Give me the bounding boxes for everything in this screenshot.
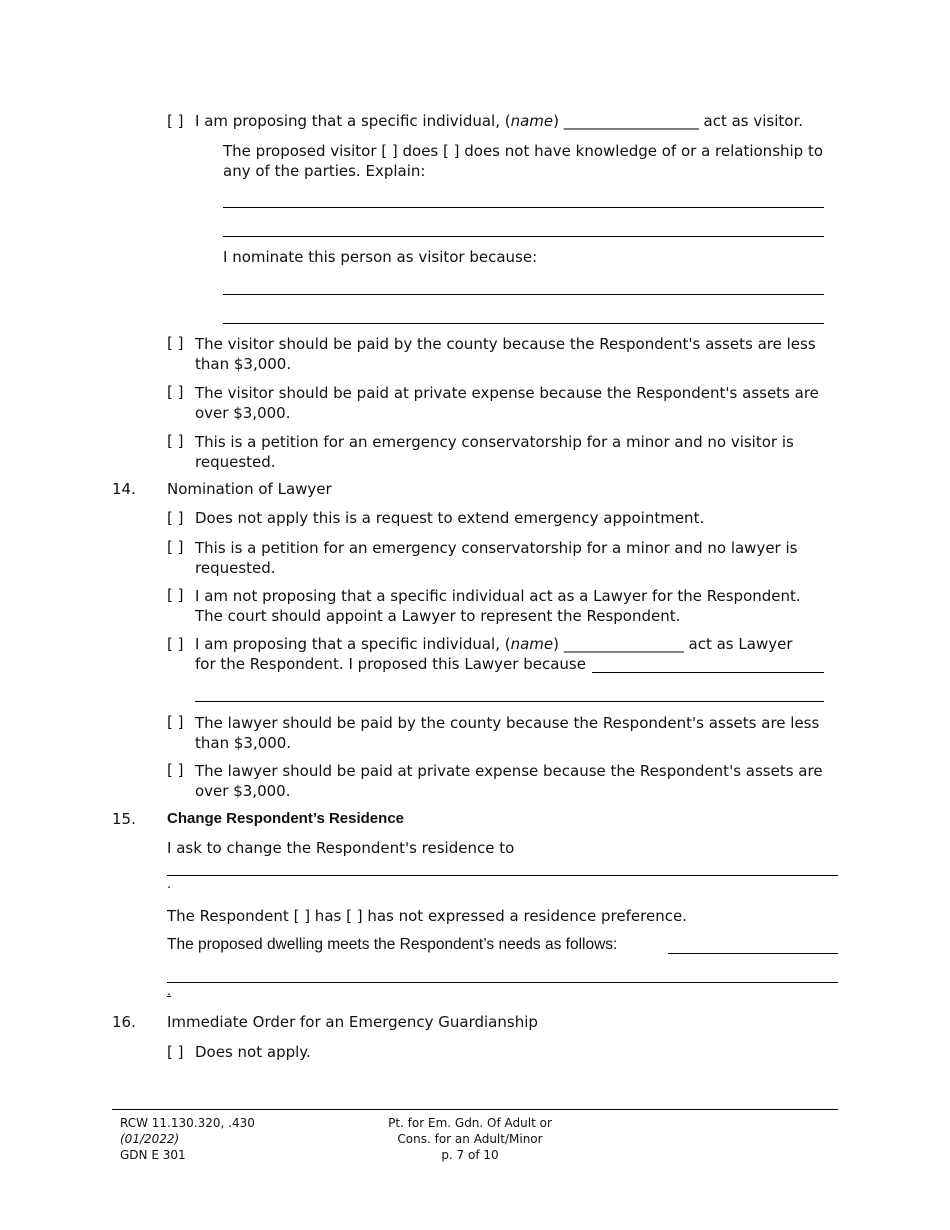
no-visitor-text: This is a petition for an emergency conservatorship for a minor and no visitor is requested. — [195, 433, 794, 471]
visitor-private-text: The visitor should be paid at private expense because the Respondent's assets are over $3,000. — [195, 384, 819, 422]
item-14-title: Nomination of Lawyer — [167, 480, 332, 498]
dwelling-line-1[interactable] — [668, 953, 838, 954]
explain-line-1[interactable] — [223, 207, 824, 208]
item-16-title: Immediate Order for an Emergency Guardianship — [167, 1013, 538, 1031]
dwelling-period: . — [167, 984, 172, 999]
footer-left — [120, 1115, 255, 1163]
checkbox-no-visitor[interactable]: [ ] — [167, 432, 184, 450]
footer-date: (01/2022) — [120, 1132, 180, 1146]
residence-ask-label: I ask to change the Respondent's residence to — [167, 839, 515, 857]
lawyer-because-line-1[interactable] — [592, 672, 824, 673]
checkbox-lawyer-na[interactable]: [ ] — [167, 509, 184, 527]
residence-preference-text: The Respondent [ ] has [ ] has not expressed a residence preference. — [167, 907, 687, 925]
checkbox-no-lawyer[interactable]: [ ] — [167, 538, 184, 556]
knowledge-text: The proposed visitor [ ] does [ ] does not have knowledge of or a relationship to any of the parties. Explain: — [223, 142, 824, 180]
checkbox-visitor-county[interactable]: [ ] — [167, 334, 184, 352]
checkbox-lawyer-county[interactable]: [ ] — [167, 713, 184, 731]
dwelling-label: The proposed dwelling meets the Respondent’s needs as follows: — [167, 936, 618, 953]
lawyer-private-text: The lawyer should be paid at private expense because the Respondent's assets are over $3,000. — [195, 762, 823, 800]
specific-lawyer-text: I am proposing that a specific individual, (name) ________________ act as Lawyer — [195, 635, 793, 653]
lawyer-because-label: for the Respondent. I proposed this Lawyer because — [195, 655, 586, 673]
footer-center — [370, 1115, 570, 1163]
checkbox-specific-visitor[interactable]: [ ] — [167, 112, 184, 130]
nominate-line-1[interactable] — [223, 294, 824, 295]
residence-line[interactable] — [167, 875, 838, 876]
lawyer-because-line-2[interactable] — [195, 701, 824, 702]
nominate-line-2[interactable] — [223, 323, 824, 324]
item-14-number: 14. — [112, 480, 136, 498]
explain-line-2[interactable] — [223, 236, 824, 237]
item-15-title: Change Respondent’s Residence — [167, 810, 404, 827]
emergency-na-text: Does not apply. — [195, 1043, 311, 1061]
checkbox-court-appoint[interactable]: [ ] — [167, 586, 184, 604]
checkbox-lawyer-private[interactable]: [ ] — [167, 761, 184, 779]
checkbox-specific-lawyer[interactable]: [ ] — [167, 635, 184, 653]
visitor-county-text: The visitor should be paid by the county because the Respondent's assets are less than $3,000. — [195, 335, 816, 373]
lawyer-na-text: Does not apply this is a request to extend emergency appointment. — [195, 509, 705, 527]
lawyer-county-text: The lawyer should be paid by the county because the Respondent's assets are less than $3,000. — [195, 714, 820, 752]
footer-rule — [112, 1109, 838, 1110]
footer-title-1: Pt. for Em. Gdn. Of Adult or — [388, 1116, 552, 1130]
residence-period: . — [167, 877, 172, 892]
footer-title-2: Cons. for an Adult/Minor — [397, 1132, 543, 1146]
dwelling-line-2[interactable] — [167, 982, 838, 983]
nominate-label: I nominate this person as visitor because: — [223, 248, 538, 266]
court-appoint-text: I am not proposing that a specific individual act as a Lawyer for the Respondent. The court should appoint a Lawyer to represent the Respondent. — [195, 587, 801, 625]
footer-page: p. 7 of 10 — [441, 1148, 499, 1162]
item-15-number: 15. — [112, 810, 136, 828]
checkbox-visitor-private[interactable]: [ ] — [167, 383, 184, 401]
checkbox-emergency-na[interactable]: [ ] — [167, 1043, 184, 1061]
specific-visitor-text: I am proposing that a specific individual, (name) __________________ act as visitor. — [195, 112, 804, 130]
footer-form: GDN E 301 — [120, 1148, 186, 1162]
no-lawyer-text: This is a petition for an emergency conservatorship for a minor and no lawyer is requested. — [195, 539, 798, 577]
item-16-number: 16. — [112, 1013, 136, 1031]
footer-rcw: RCW 11.130.320, .430 — [120, 1116, 255, 1130]
